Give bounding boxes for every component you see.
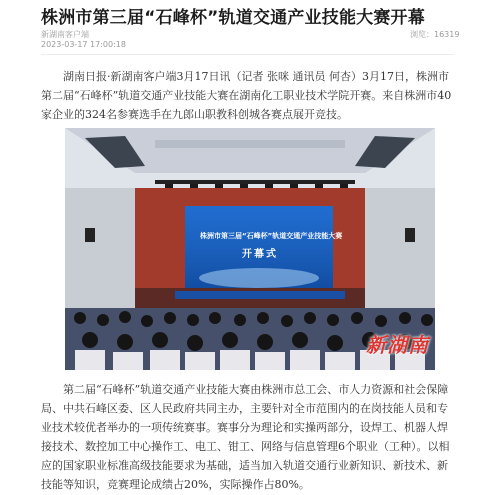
article-source[interactable]: 新湖南客户端: [41, 30, 89, 39]
article-photo: [65, 128, 435, 370]
article-title: 株洲市第三届“石峰杯”轨道交通产业技能大赛开幕: [41, 8, 425, 28]
article-timestamp: 2023-03-17 17:00:18: [41, 40, 126, 49]
header-divider: [41, 54, 454, 55]
view-count: 浏览：16319: [410, 30, 460, 39]
screen-subtitle: 开幕式: [242, 249, 278, 260]
screen-title: 株洲市第三届“石峰杯”轨道交通产业技能大赛: [200, 232, 343, 240]
watermark-logo: 新湖南: [366, 333, 429, 357]
article-paragraph-2: 第二届“石峰杯”轨道交通产业技能大赛由株洲市总工会、市人力资源和社会保障局、中共石峰区委、区人民政府共同主办，主要针对全市范围内的在岗技能人员和专业技术较优者举办的一项传统赛事。赛事分为理论和实操两部分，设焊工、机器人焊接技术、数控加工中心操作工、电工、钳工、网络与信息管理6个职业（工种）。以相应的国家职业标准高级技能要求为基础，适当加入轨道交通行业新知识、新技术、新技能等知识，竞赛理论成绩占20%，实际操作占80%。: [41, 383, 450, 491]
article-paragraph-1: 湖南日报·新湖南客户端3月17日讯（记者 张咪 通讯员 何杏）3月17日，株洲市第二届“石峰杯”轨道交通产业技能大赛在湖南化工职业技术学院开赛。来自株洲市40家企业的324名参赛选手在九郎山职教科创城各赛点展开竞技。: [41, 70, 452, 121]
